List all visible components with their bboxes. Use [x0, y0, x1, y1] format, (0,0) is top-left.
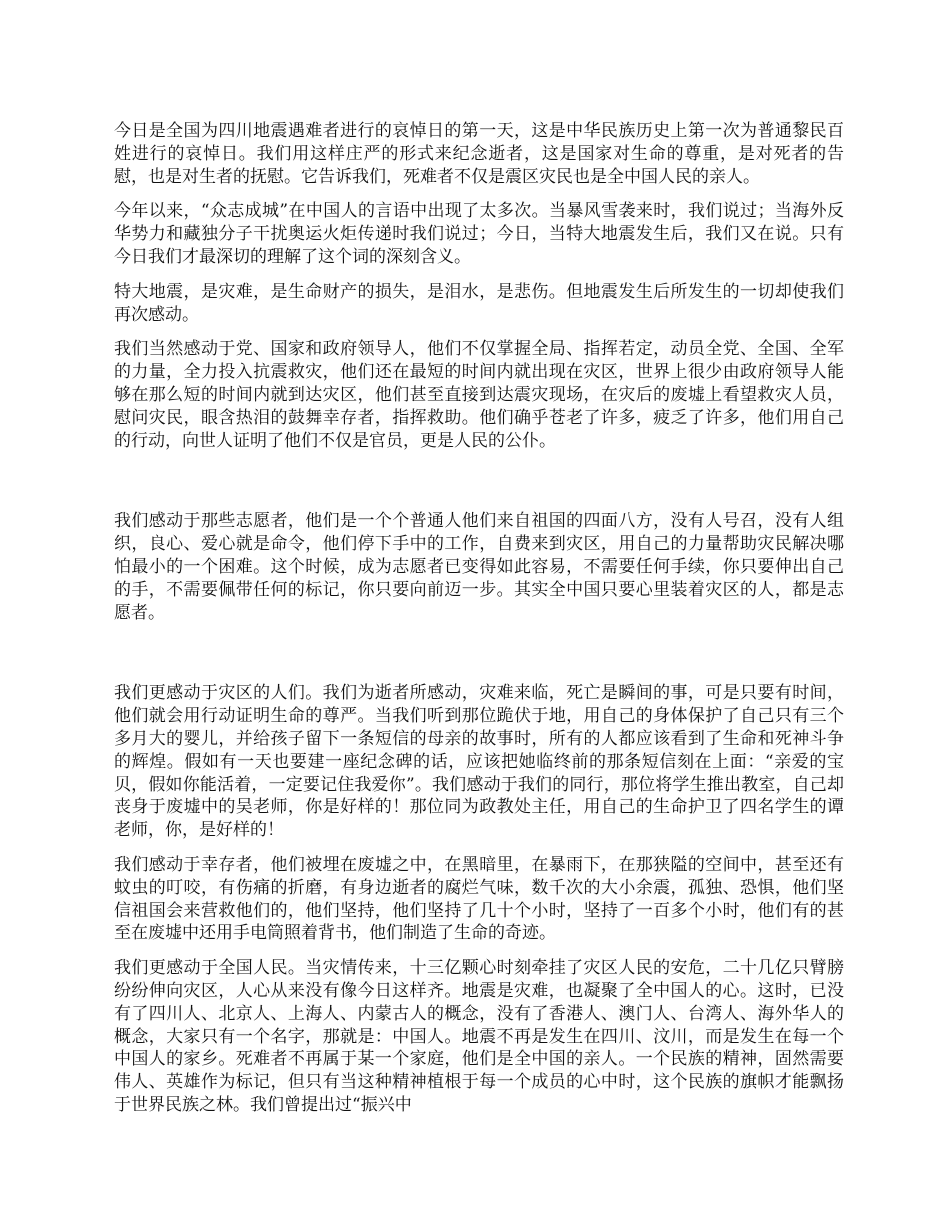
paragraph-survivors: 我们感动于幸存者，他们被埋在废墟之中，在黑暗里，在暴雨下，在那狭隘的空间中，甚至还有蚊虫的叮咬，有伤痛的折磨，有身边逝者的腐烂气味，数千次的大小余震，孤独、恐惧，他们坚信祖国会来营救他们的，他们坚持，他们坚持了几十个小时，坚持了一百多个小时，他们有的甚至在废墟中还用手电筒照着背书，他们制造了生命的奇迹。: [114, 854, 844, 944]
paragraph-leaders: 我们当然感动于党、国家和政府领导人，他们不仅掌握全局、指挥若定，动员全党、全国、全军的力量，全力投入抗震救灾，他们还在最短的时间内就出现在灾区，世界上很少由政府领导人能够在那么短的时间内就到达灾区，他们甚至直接到达震灾现场，在灾后的废墟上看望救灾人员，慰问灾民，眼含热泪的鼓舞幸存者，指挥救助。他们确乎苍老了许多，疲乏了许多，他们用自己的行动，向世人证明了他们不仅是官员，更是人民的公仆。: [114, 339, 844, 451]
paragraph-nation: 我们更感动于全国人民。当灾情传来，十三亿颗心时刻牵挂了灾区人民的安危，二十几亿只臂膀纷纷伸向灾区，人心从来没有像今日这样齐。地震是灾难，也凝聚了全中国人的心。这时，已没有了四川人、北京人、上海人、内蒙古人的概念，没有了香港人、澳门人、台湾人、海外华人的概念，大家只有一个名字，那就是：中国人。地震不再是发生在四川、汶川，而是发生在每一个中国人的家乡。死难者不再属于某一个家庭，他们是全中国的亲人。一个民族的精神，固然需要伟人、英雄作为标记，但只有当这种精神植根于每一个成员的心中时，这个民族的旗帜才能飘扬于世界民族之林。我们曾提出过“振兴中: [114, 958, 844, 1115]
paragraph-disaster-area-people: 我们更感动于灾区的人们。我们为逝者所感动，灾难来临，死亡是瞬间的事，可是只要有时间，他们就会用行动证明生命的尊严。当我们听到那位跪伏于地，用自己的身体保护了自己只有三个多月大的婴儿，并给孩子留下一条短信的母亲的故事时，所有的人都应该看到了生命和死神斗争的辉煌。假如有一天也要建一座纪念碑的话，应该把她临终前的那条短信刻在上面：“亲爱的宝贝，假如你能活着，一定要记住我爱你”。我们感动于我们的同行，那位将学生推出教室，自己却丧身于废墟中的吴老师，你是好样的！那位同为政教处主任，用自己的生命护卫了四名学生的谭老师，你，是好样的！: [114, 683, 844, 841]
document-body: [114, 120, 844, 1117]
paragraph-volunteers: 我们感动于那些志愿者，他们是一个个普通人他们来自祖国的四面八方，没有人号召，没有人组织，良心、爱心就是命令，他们停下手中的工作，自费来到灾区，用自己的力量帮助灾民解决哪怕最小的一个困难。这个时候，成为志愿者已变得如此容易，不需要任何手续，你只要伸出自己的手，不需要佩带任何的标记，你只要向前迈一步。其实全中国只要心里装着灾区的人，都是志愿者。: [114, 511, 844, 623]
paragraph-united-as-one: 今年以来，“众志成城”在中国人的言语中出现了太多次。当暴风雪袭来时，我们说过；当海外反华势力和藏独分子干扰奥运火炬传递时我们说过；今日，当特大地震发生后，我们又在说。只有今日我们才最深切的理解了这个词的深刻含义。: [114, 201, 844, 267]
paragraph-earthquake-disaster: 特大地震，是灾难，是生命财产的损失，是泪水，是悲伤。但地震发生后所发生的一切却使我们再次感动。: [114, 281, 844, 325]
paragraph-mourning-day: 今日是全国为四川地震遇难者进行的哀悼日的第一天，这是中华民族历史上第一次为普通黎民百姓进行的哀悼日。我们用这样庄严的形式来纪念逝者，这是国家对生命的尊重，是对死者的告慰，也是对生者的抚慰。它告诉我们，死难者不仅是震区灾民也是全中国人民的亲人。: [114, 121, 844, 187]
